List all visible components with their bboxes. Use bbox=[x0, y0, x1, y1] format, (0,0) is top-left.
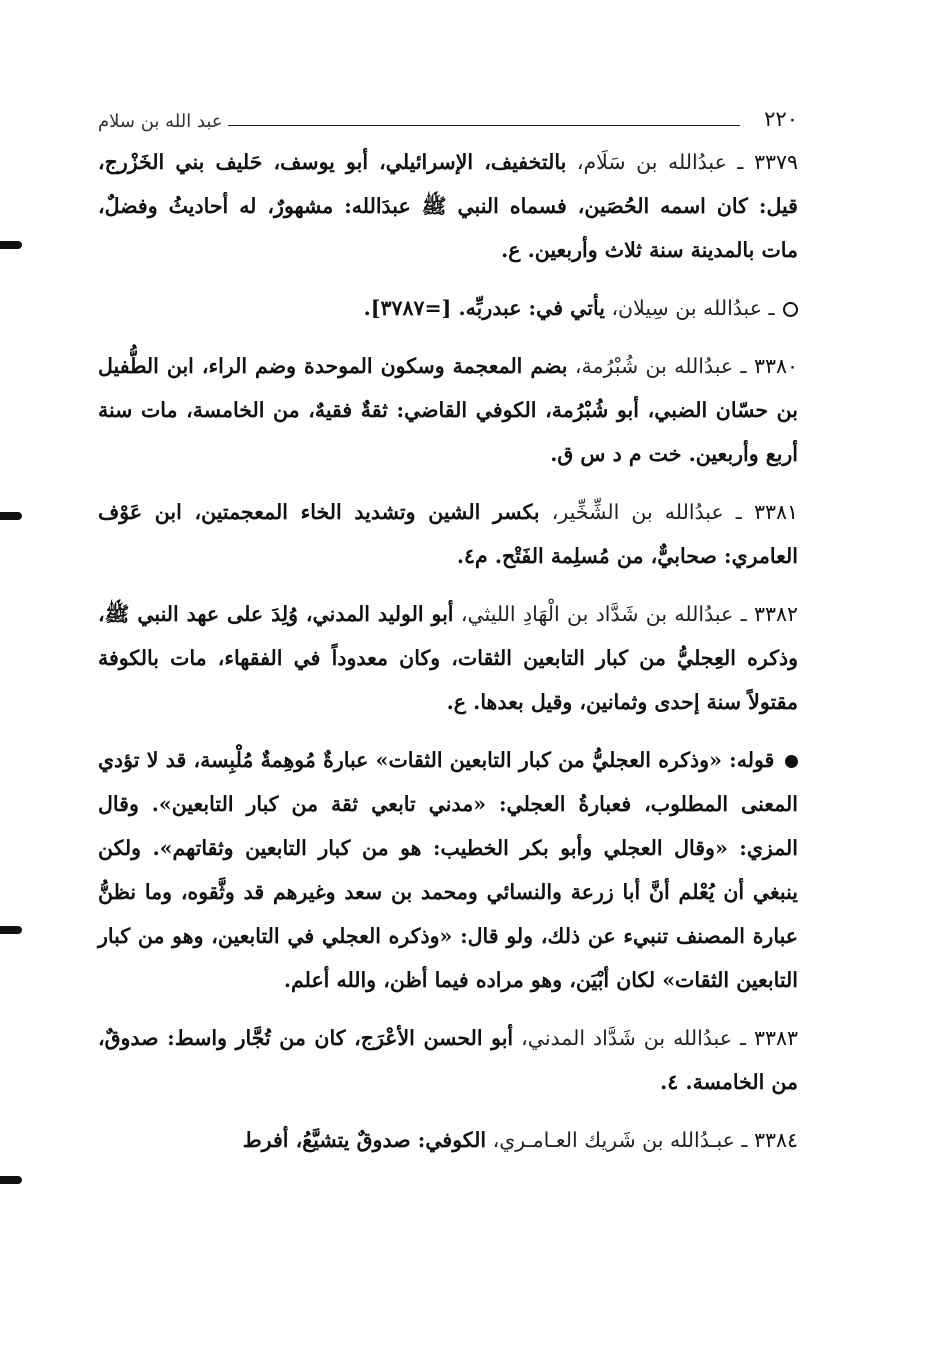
entry-text: بضم المعجمة وسكون الموحدة وضم الراء، ابن الطُّفيل بن حسّان الضبي، أبو شُبْرُمة، الكوفي القاضي: ثقةٌ فقيهٌ، من الخامسة، مات سنة أربع وأربعين. خت م د س ق. bbox=[98, 354, 798, 466]
entry-text: يأتي في: عبدربِّه. [=٣٧٨٧]. bbox=[363, 296, 605, 320]
entry-text: بالتخفيف، الإسرائيلي، أبو يوسف، حَليف بني الخَزْرج، قيل: كان اسمه الحُصَين، فسماه النبي ﷺ عبدَالله: مشهورٌ، له أحاديثُ وفضلٌ، مات بالمدينة سنة ثلاث وأربعين. ع. bbox=[98, 150, 798, 262]
entry-name: ـ عبدُالله بن الشِّخِّير، bbox=[551, 500, 742, 524]
entry-name: ـ عبدُالله بن شُبْرُمة، bbox=[574, 354, 747, 378]
entry-cross-reference bbox=[98, 286, 798, 330]
entry-name: ـ عبدُالله بن شَدَّاد بن الْهَادِ الليثي، bbox=[460, 602, 747, 626]
entry-3381 bbox=[98, 490, 798, 578]
entry-3380 bbox=[98, 344, 798, 476]
header-rule bbox=[228, 125, 740, 126]
page-number: ٢٢٠ bbox=[764, 107, 798, 131]
margin-tab bbox=[0, 241, 22, 249]
entry-3383 bbox=[98, 1016, 798, 1104]
entry-text: أبو الوليد المدني، وُلِدَ على عهد النبي ﷺ، وذكره العِجليُّ من كبار التابعين الثقات، وكان معدوداً في الفقهاء، مات بالكوفة مقتولاً سنة إحدى وثمانين، وقيل بعدها. ع. bbox=[98, 602, 798, 714]
entry-number: ٣٣٧٩ bbox=[753, 150, 798, 174]
entry-number: ٣٣٨٤ bbox=[753, 1128, 798, 1152]
entries-column bbox=[98, 140, 798, 1176]
entry-3379 bbox=[98, 140, 798, 272]
running-title: عبد الله بن سلام bbox=[98, 111, 223, 132]
entry-text: أبو الحسن الأعْرَج، كان من تُجَّار واسط: صدوقٌ، من الخامسة. ٤. bbox=[98, 1026, 798, 1094]
margin-tab bbox=[0, 926, 22, 934]
running-head bbox=[98, 104, 798, 138]
entry-text: الكوفي: صدوقٌ يتشيَّعُ، أفرط bbox=[242, 1128, 487, 1152]
entry-text: بكسر الشين وتشديد الخاء المعجمتين، ابن عَوْف العامري: صحابيٌّ، من مُسلِمة الفَتْح. م٤. bbox=[98, 500, 798, 568]
circle-marker-icon bbox=[783, 302, 798, 317]
entry-name: ـ عبدُالله بن شَدَّاد المدني، bbox=[521, 1026, 746, 1050]
note-text: قوله: «وذكره العجليُّ من كبار التابعين الثقات» عبارةٌ مُوهِمةٌ مُلْبِسة، قد لا تؤدي المعنى المطلوب، فعبارةُ العجلي: «مدني تابعي ثقة من كبار التابعين». وقال المزي: «وقال العجلي وأبو بكر الخطيب: هو من كبار التابعين وثقاتهم». ولكن ينبغي أن يُعْلم أنَّ أبا زرعة والنسائي ومحمد بن سعد وغيرهم قد وثَّقوه، وما نظنُّ عبارة المصنف تنبيء عن ذلك، ولو قال: «وذكره العجلي في التابعين، وهو من كبار التابعين الثقات» لكان أبْيَن، وهو مراده فيما أظن، والله أعلم. bbox=[98, 748, 798, 992]
margin-tab bbox=[0, 1176, 22, 1184]
entry-name: ـ عبدُالله بن سَلَام، bbox=[576, 150, 744, 174]
entry-number: ٣٣٨٣ bbox=[753, 1026, 798, 1050]
entry-number: ٣٣٨١ bbox=[753, 500, 798, 524]
bullet-disc-icon bbox=[785, 755, 798, 768]
entry-name: ـ عبـدُالله بن شَريك العـامـري، bbox=[492, 1128, 748, 1152]
entry-number: ٣٣٨٠ bbox=[753, 354, 798, 378]
entry-number: ٣٣٨٢ bbox=[753, 602, 798, 626]
margin-tab bbox=[0, 512, 22, 520]
entry-name: ـ عبدُالله بن سِيلان، bbox=[611, 296, 775, 320]
entry-3382 bbox=[98, 592, 798, 724]
editor-note bbox=[98, 738, 798, 1002]
entry-3384 bbox=[98, 1118, 798, 1162]
